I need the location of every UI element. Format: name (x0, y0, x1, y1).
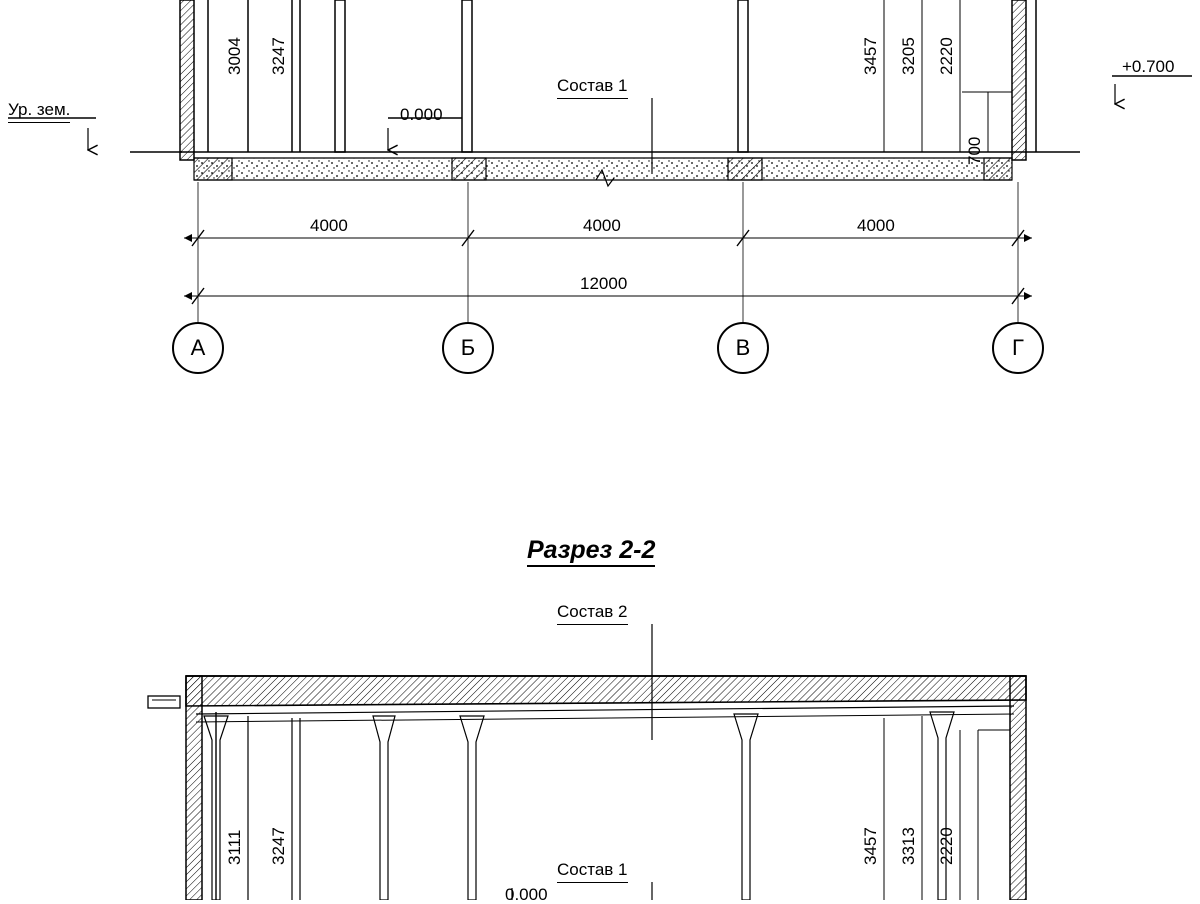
level-0000-label: 0.000 (400, 105, 443, 124)
dim-left-3004: 3004 (225, 37, 244, 75)
composition-1-label-top: Состав 1 (557, 76, 628, 99)
axis-label-g: Г (1012, 335, 1024, 360)
dim2-right-3313: 3313 (899, 827, 918, 865)
level-plus-0700-label: +0.700 (1122, 57, 1175, 76)
dim2-left-3111: 3111 (225, 829, 244, 865)
dim2-right-3457: 3457 (861, 827, 880, 865)
span-dim-2: 4000 (583, 216, 621, 235)
dim2-left-3247: 3247 (269, 827, 288, 865)
dim-right-3457: 3457 (861, 37, 880, 75)
ground-level-label: Ур. зем. (8, 100, 70, 123)
axis-label-v: В (735, 335, 751, 360)
composition-2-label: Состав 2 (557, 602, 628, 625)
axis-bubble-a (172, 322, 224, 374)
span-dim-3: 4000 (857, 216, 895, 235)
span-dim-1: 4000 (310, 216, 348, 235)
axis-label-a: А (190, 335, 206, 360)
section-2-title: Разрез 2-2 (527, 538, 655, 567)
dim-right-3205: 3205 (899, 37, 918, 75)
composition-1-label-lower: Состав 1 (557, 860, 628, 883)
total-span-dim: 12000 (580, 274, 628, 293)
axis-bubble-v (717, 322, 769, 374)
axis-label-b: Б (460, 335, 476, 360)
level-0000-label-lower: 0.000 (505, 885, 548, 904)
dim-left-3247: 3247 (269, 37, 288, 75)
dim2-right-2220: 2220 (937, 827, 956, 865)
axis-bubble-b (442, 322, 494, 374)
axis-bubble-g (992, 322, 1044, 374)
dim-right-2220: 2220 (937, 37, 956, 75)
dim-right-700: 700 (965, 136, 984, 165)
